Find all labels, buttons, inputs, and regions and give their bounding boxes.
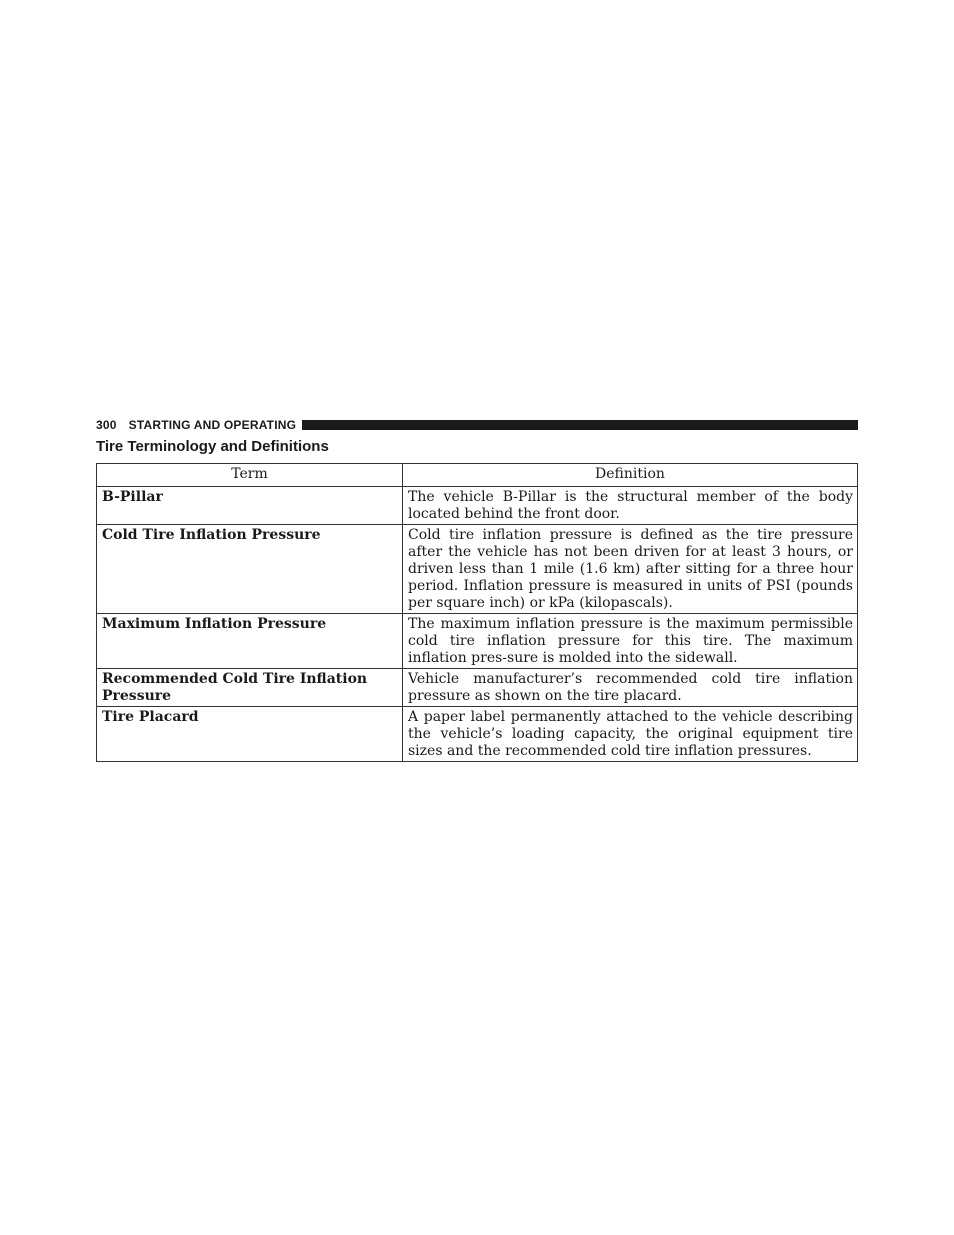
page-number: 300 — [96, 418, 117, 432]
column-header-term: Term — [97, 464, 403, 487]
header-rule-bar — [302, 420, 858, 430]
definition-cell: A paper label permanently attached to the vehicle describing the vehicle’s loading capacity, the original equipment tire sizes and the recommended cold tire inflation pressures. — [403, 707, 858, 762]
table-row — [97, 669, 858, 707]
term-cell: B-Pillar — [97, 487, 403, 525]
table-header-row — [97, 464, 858, 487]
table-row — [97, 487, 858, 525]
terminology-table — [96, 463, 858, 762]
term-cell: Tire Placard — [97, 707, 403, 762]
definition-cell: The vehicle B-Pillar is the structural member of the body located behind the front door. — [403, 487, 858, 525]
definition-cell: Vehicle manufacturer’s recommended cold tire inflation pressure as shown on the tire placard. — [403, 669, 858, 707]
table-row — [97, 614, 858, 669]
term-cell: Maximum Inflation Pressure — [97, 614, 403, 669]
definition-cell: Cold tire inflation pressure is defined as the tire pressure after the vehicle has not been driven for at least 3 hours, or driven less than 1 mile (1.6 km) after sitting for a three hour period. Inflation pressure is measured in units of PSI (pounds per square inch) or kPa (kilopascals). — [403, 525, 858, 614]
page-header — [96, 417, 858, 433]
definition-cell: The maximum inflation pressure is the maximum permissible cold tire inflation pressure for this tire. The maximum inflation pres-sure is molded into the sidewall. — [403, 614, 858, 669]
section-name: STARTING AND OPERATING — [128, 418, 297, 432]
table-row — [97, 525, 858, 614]
column-header-definition: Definition — [403, 464, 858, 487]
term-cell: Recommended Cold Tire Inflation Pressure — [97, 669, 403, 707]
table-row — [97, 707, 858, 762]
term-cell: Cold Tire Inflation Pressure — [97, 525, 403, 614]
section-title: Tire Terminology and Definitions — [96, 438, 329, 455]
